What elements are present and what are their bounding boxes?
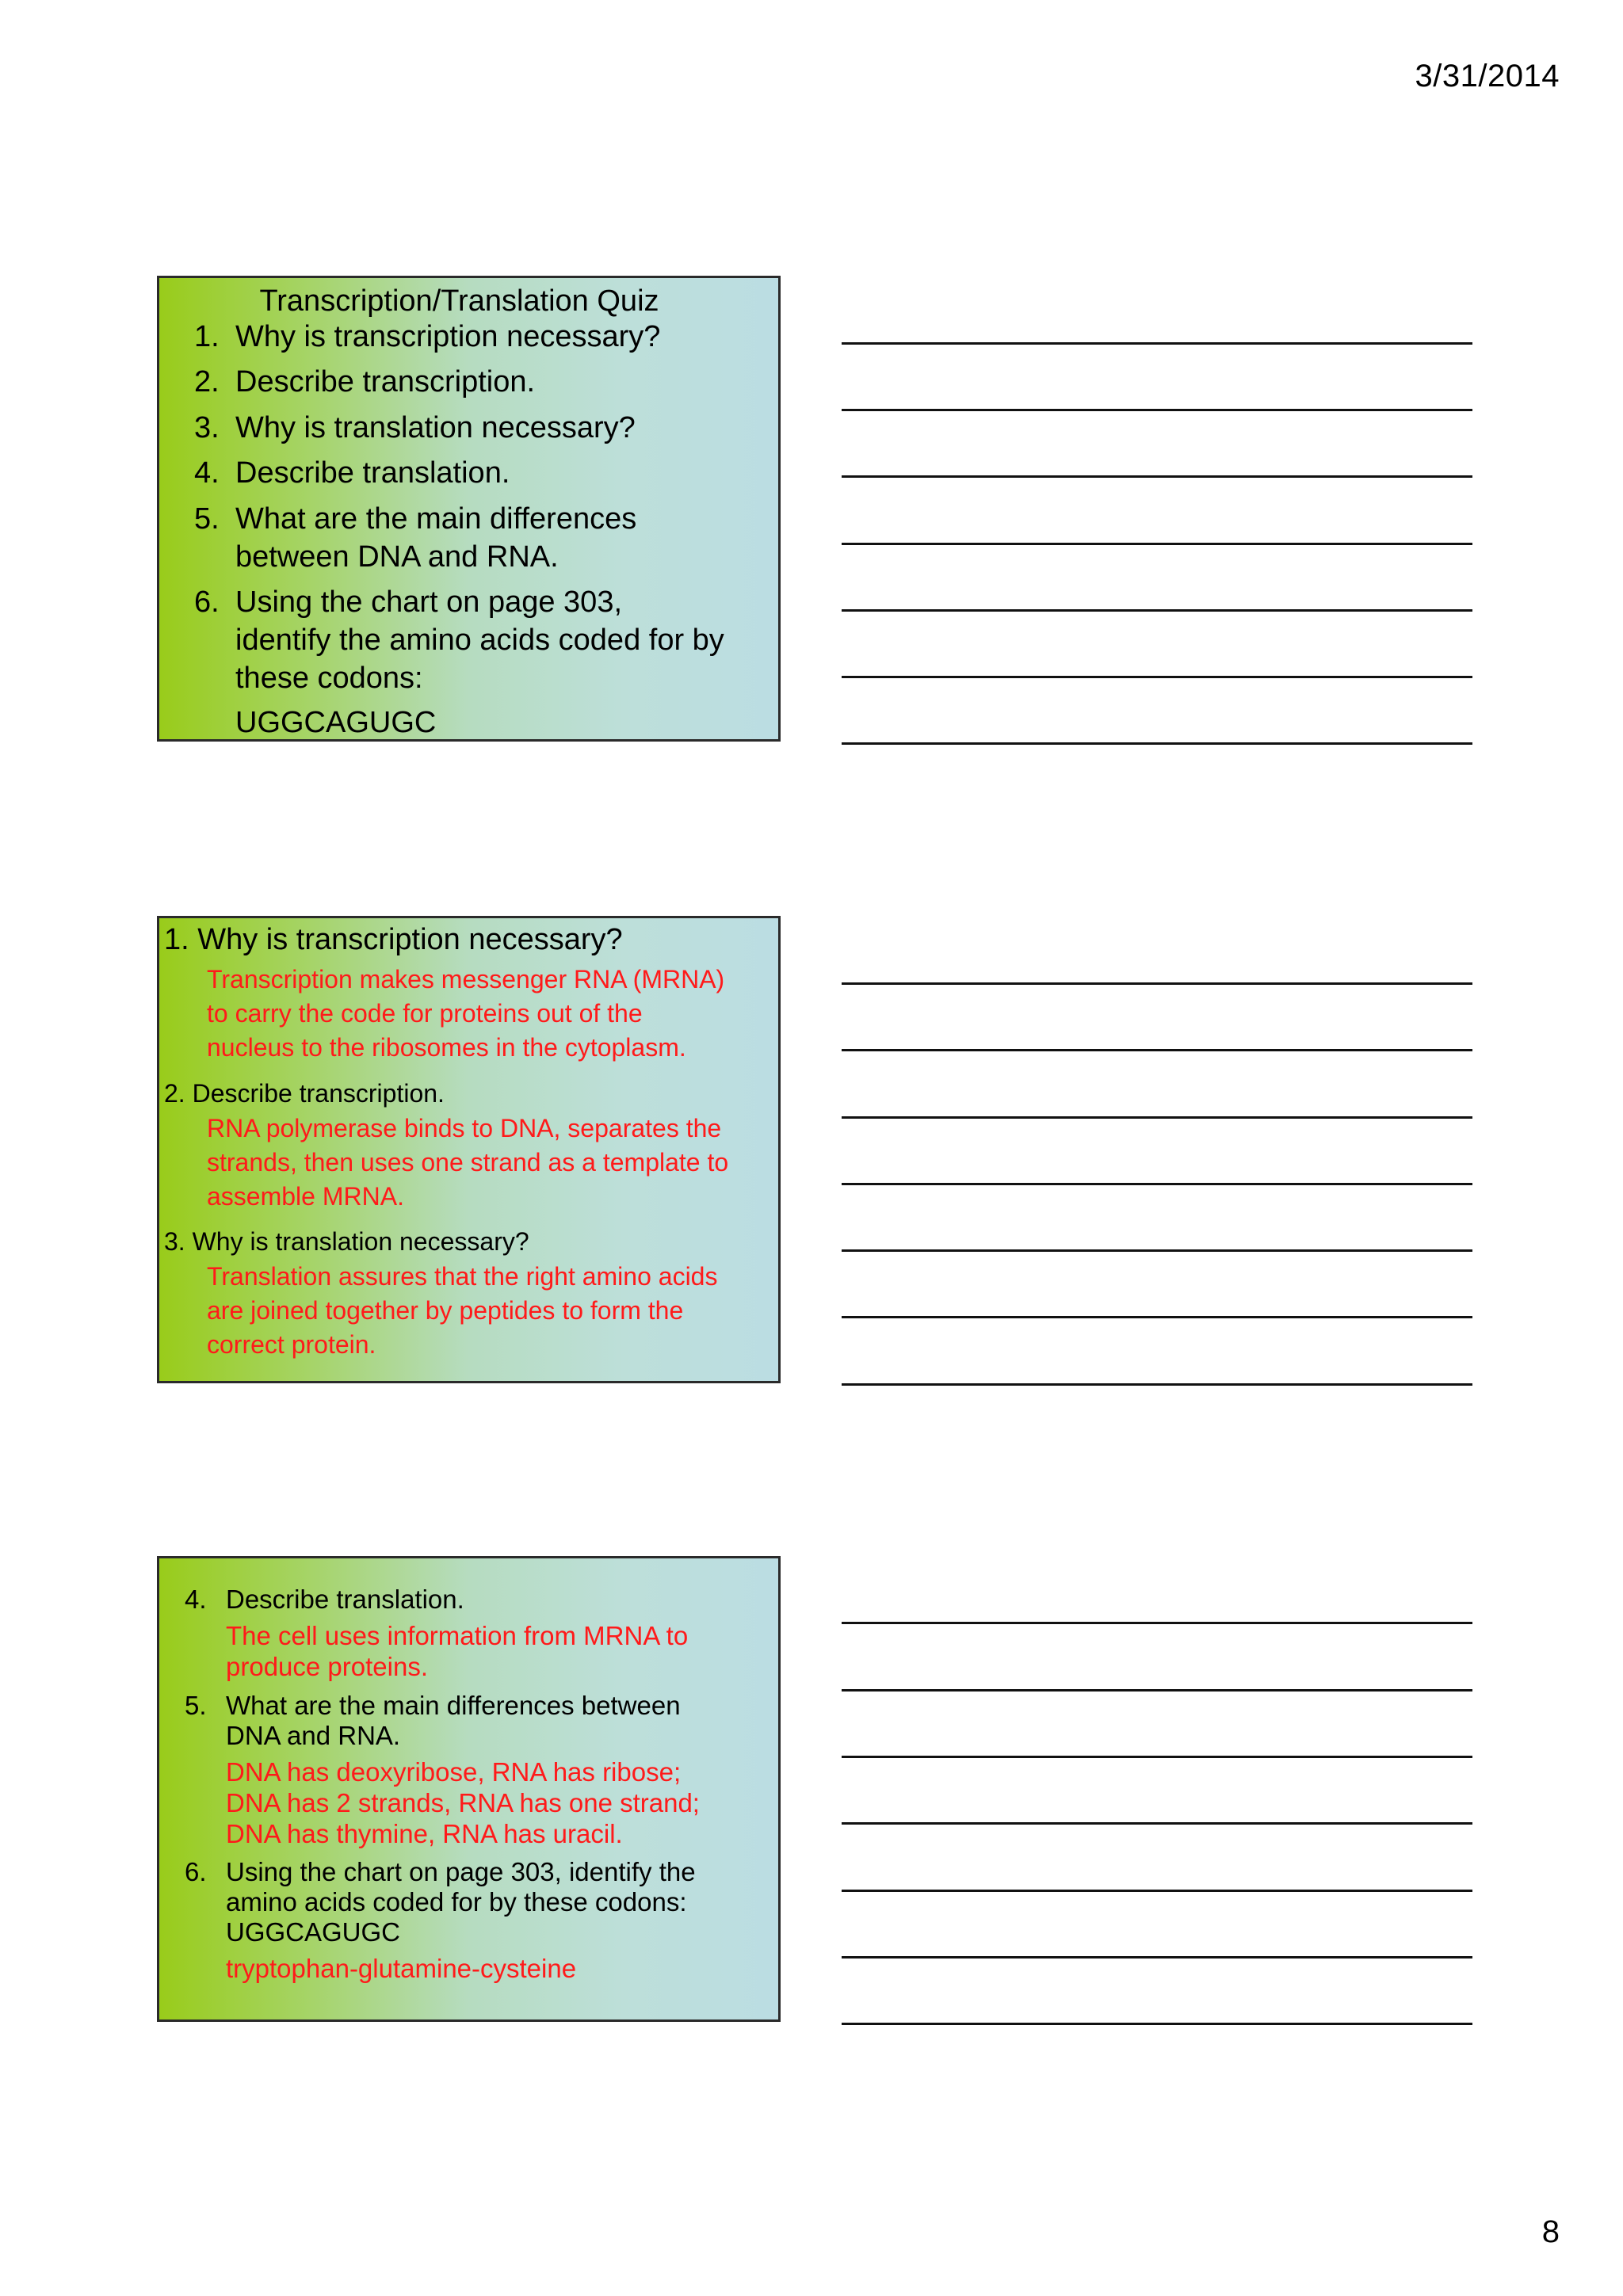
note-line — [842, 2023, 1472, 2025]
note-line — [842, 1316, 1472, 1318]
note-line — [842, 1183, 1472, 1185]
question-heading: 1. Why is transcription necessary? — [164, 923, 623, 956]
answer-text — [226, 1756, 781, 1849]
question-text-line: What are the main differences between — [226, 1691, 681, 1720]
slide-answers-1-3 — [157, 916, 781, 1383]
question-text-line: Using the chart on page 303, identify the — [226, 1857, 696, 1886]
note-line — [842, 1383, 1472, 1386]
question-number: 6. — [185, 1857, 207, 1886]
question-heading: 3. Why is translation necessary? — [164, 1227, 529, 1256]
note-line — [842, 1822, 1472, 1825]
question-heading: 2. Describe transcription. — [164, 1079, 445, 1108]
question-number: 1. — [194, 320, 220, 353]
answer-text — [207, 1260, 781, 1362]
note-line — [842, 676, 1472, 678]
question-text: Why is transcription necessary? — [235, 320, 661, 353]
answer-text — [207, 963, 781, 1065]
question-text-line: identify the amino acids coded for by — [235, 624, 724, 657]
note-line — [842, 543, 1472, 545]
answer-line: strands, then uses one strand as a template to — [207, 1148, 729, 1177]
answer-text — [226, 1620, 781, 1682]
answer-line: The cell uses information from MRNA to — [226, 1621, 689, 1650]
answer-line: correct protein. — [207, 1330, 376, 1359]
note-line — [842, 1116, 1472, 1119]
note-line — [842, 1756, 1472, 1758]
answer-line: RNA polymerase binds to DNA, separates the — [207, 1114, 722, 1142]
question-number: 6. — [194, 585, 220, 619]
codon-text: UGGCAGUGC — [226, 1917, 401, 1947]
question-text-line: between DNA and RNA. — [235, 540, 559, 574]
note-line — [842, 982, 1472, 985]
codon-text: UGGCAGUGC — [235, 706, 437, 739]
question-text: Why is translation necessary? — [235, 411, 636, 444]
question-number: 5. — [185, 1691, 207, 1720]
question-text-line: What are the main differences — [235, 502, 637, 536]
answer-line: DNA has 2 strands, RNA has one strand; — [226, 1788, 700, 1817]
slide-quiz-questions — [157, 276, 781, 742]
answer-line: Transcription makes messenger RNA (MRNA) — [207, 965, 725, 994]
answer-text — [207, 1112, 781, 1214]
note-line — [842, 1622, 1472, 1624]
answer-line: tryptophan-glutamine-cysteine — [226, 1954, 577, 1983]
question-text-line: DNA and RNA. — [226, 1721, 401, 1750]
header-date: 3/31/2014 — [1415, 59, 1560, 93]
slide-answers-4-6 — [157, 1556, 781, 2022]
note-line — [842, 742, 1472, 745]
question-number: 3. — [194, 411, 220, 444]
question-text-line: amino acids coded for by these codons: — [226, 1887, 687, 1917]
answer-line: nucleus to the ribosomes in the cytoplasm. — [207, 1033, 686, 1062]
page-number: 8 — [1541, 2214, 1560, 2249]
note-line — [842, 1689, 1472, 1691]
note-line — [842, 475, 1472, 478]
note-line — [842, 1249, 1472, 1252]
question-number: 2. — [194, 365, 220, 399]
slide-title: Transcription/Translation Quiz — [259, 284, 659, 318]
note-line — [842, 342, 1472, 345]
question-text-line: these codons: — [235, 662, 423, 695]
note-line — [842, 609, 1472, 612]
answer-line: are joined together by peptides to form the — [207, 1296, 684, 1325]
note-line — [842, 409, 1472, 411]
answer-line: produce proteins. — [226, 1652, 428, 1681]
question-number: 5. — [194, 502, 220, 536]
answer-line: DNA has thymine, RNA has uracil. — [226, 1819, 623, 1848]
question-text: Describe transcription. — [235, 365, 536, 399]
question-text: Describe translation. — [235, 456, 510, 490]
note-line — [842, 1956, 1472, 1958]
note-line — [842, 1049, 1472, 1051]
answer-line: to carry the code for proteins out of the — [207, 999, 643, 1028]
question-number: 4. — [185, 1585, 207, 1614]
answer-line: Translation assures that the right amino acids — [207, 1262, 718, 1291]
question-text: Describe translation. — [226, 1585, 464, 1614]
question-text-line: Using the chart on page 303, — [235, 585, 623, 619]
question-number: 4. — [194, 456, 220, 490]
answer-text — [226, 1953, 781, 1984]
note-line — [842, 1890, 1472, 1892]
answer-line: assemble MRNA. — [207, 1182, 404, 1211]
answer-line: DNA has deoxyribose, RNA has ribose; — [226, 1757, 682, 1787]
